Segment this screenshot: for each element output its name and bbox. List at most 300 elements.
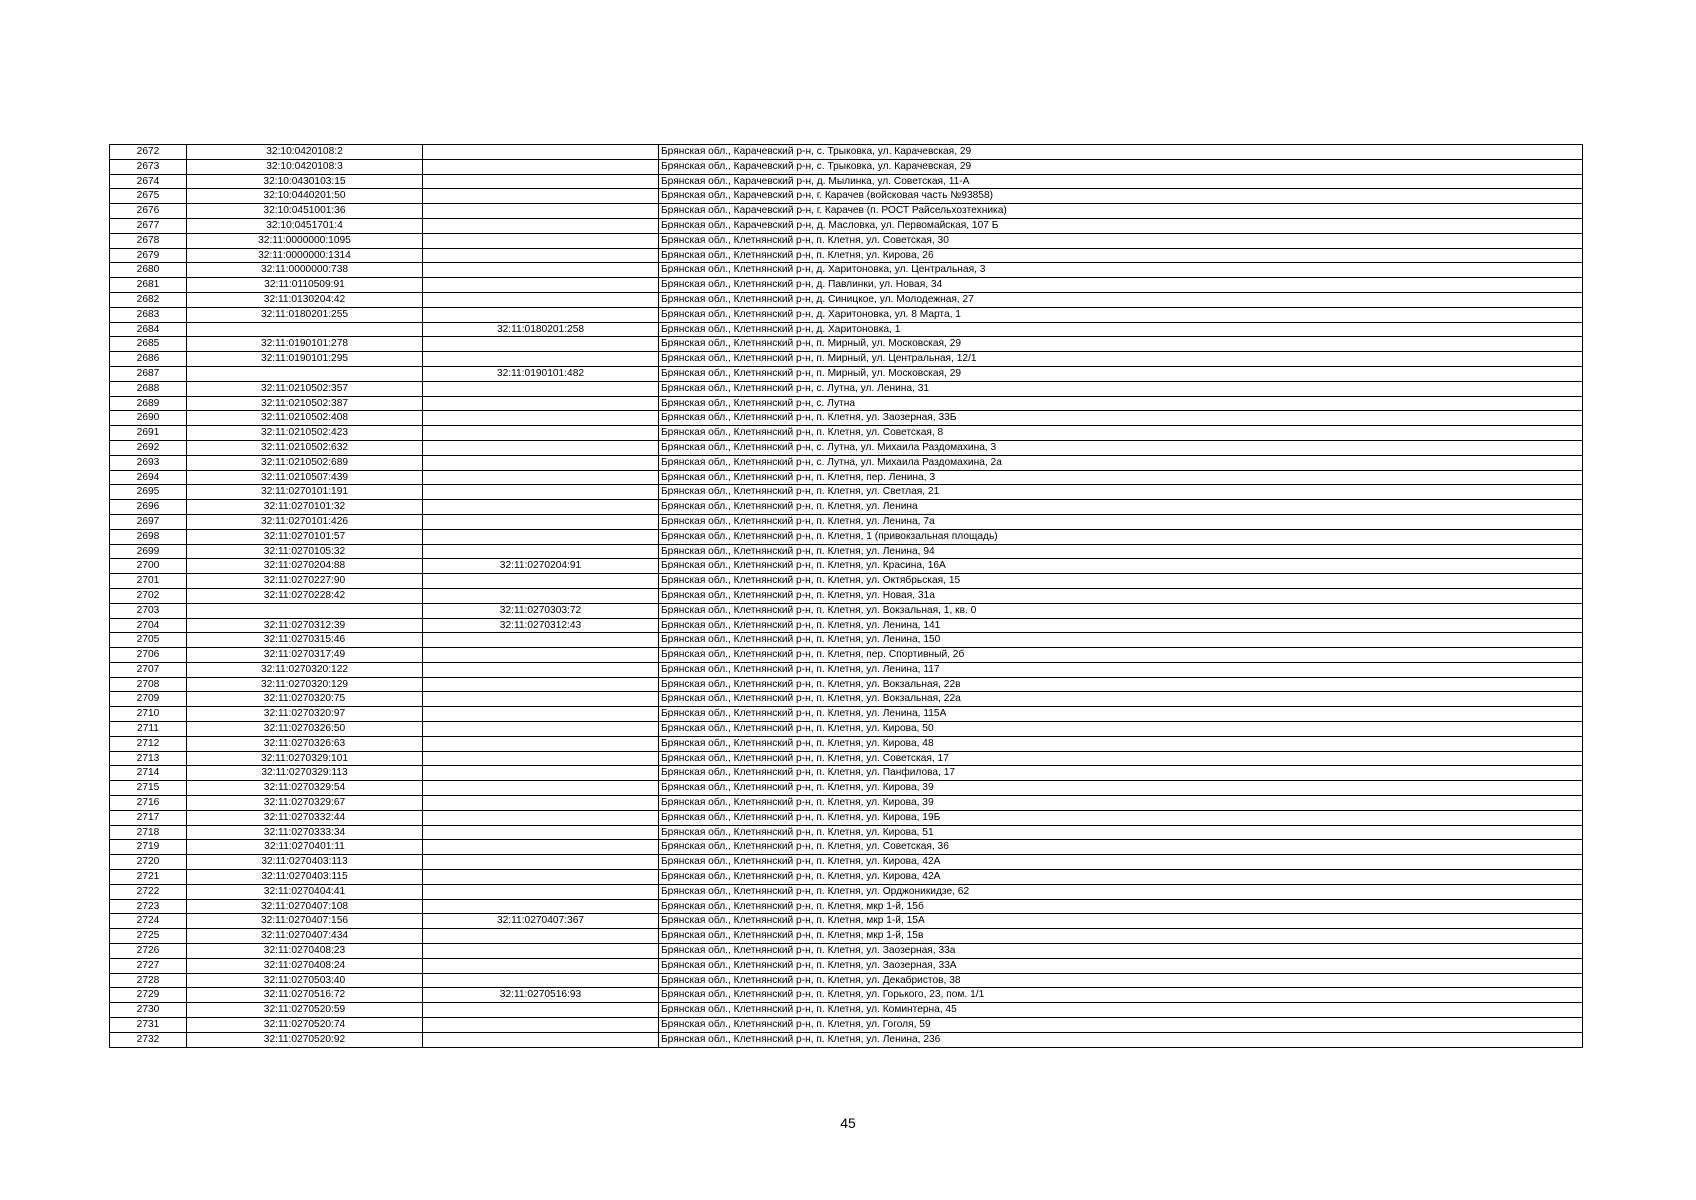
address-cell: Брянская обл., Клетнянский р-н, п. Клетня, мкр 1-й, 15б <box>659 899 1583 914</box>
cadastral-number-cell: 32:11:0210502:357 <box>187 381 423 396</box>
cadastral-number-cell: 32:11:0270101:191 <box>187 485 423 500</box>
address-cell: Брянская обл., Клетнянский р-н, п. Мирный, ул. Центральная, 12/1 <box>659 352 1583 367</box>
address-cell: Брянская обл., Клетнянский р-н, п. Клетня, ул. Заозерная, 33Б <box>659 411 1583 426</box>
cadastral-number-cell: 32:11:0270105:32 <box>187 544 423 559</box>
address-cell: Брянская обл., Клетнянский р-н, п. Клетня, ул. Вокзальная, 22в <box>659 677 1583 692</box>
related-cadastral-number-cell: 32:11:0190101:482 <box>423 366 659 381</box>
table-row <box>110 618 1583 633</box>
table-row <box>110 500 1583 515</box>
cadastral-number-cell: 32:11:0210502:387 <box>187 396 423 411</box>
cadastral-number-cell: 32:11:0270320:75 <box>187 692 423 707</box>
cadastral-number-cell: 32:11:0270326:50 <box>187 722 423 737</box>
address-cell: Брянская обл., Клетнянский р-н, п. Клетня, ул. Советская, 8 <box>659 426 1583 441</box>
cadastral-number-cell: 32:11:0210502:632 <box>187 440 423 455</box>
address-cell: Брянская обл., Клетнянский р-н, п. Клетня, ул. Кирова, 42А <box>659 855 1583 870</box>
cadastral-number-cell: 32:11:0270312:39 <box>187 618 423 633</box>
cadastral-number-cell: 32:11:0270332:44 <box>187 810 423 825</box>
table-row <box>110 204 1583 219</box>
row-number-cell: 2679 <box>110 248 187 263</box>
address-cell: Брянская обл., Клетнянский р-н, п. Клетня, ул. Заозерная, 33А <box>659 958 1583 973</box>
related-cadastral-number-cell <box>423 455 659 470</box>
cadastral-number-cell: 32:11:0270401:11 <box>187 840 423 855</box>
row-number-cell: 2732 <box>110 1032 187 1047</box>
row-number-cell: 2693 <box>110 455 187 470</box>
address-cell: Брянская обл., Клетнянский р-н, п. Клетня, ул. Советская, 30 <box>659 233 1583 248</box>
cadastral-number-cell: 32:11:0270520:59 <box>187 1003 423 1018</box>
table-row <box>110 248 1583 263</box>
related-cadastral-number-cell <box>423 159 659 174</box>
address-cell: Брянская обл., Клетнянский р-н, п. Клетня, ул. Кирова, 26 <box>659 248 1583 263</box>
related-cadastral-number-cell <box>423 736 659 751</box>
row-number-cell: 2725 <box>110 929 187 944</box>
related-cadastral-number-cell <box>423 529 659 544</box>
table-row <box>110 662 1583 677</box>
row-number-cell: 2712 <box>110 736 187 751</box>
cadastral-number-cell: 32:11:0270407:108 <box>187 899 423 914</box>
row-number-cell: 2680 <box>110 263 187 278</box>
address-cell: Брянская обл., Клетнянский р-н, п. Клетня, ул. Светлая, 21 <box>659 485 1583 500</box>
address-cell: Брянская обл., Клетнянский р-н, с. Лутна <box>659 396 1583 411</box>
table-row <box>110 810 1583 825</box>
address-cell: Брянская обл., Клетнянский р-н, п. Клетня, ул. Кирова, 19Б <box>659 810 1583 825</box>
table-row <box>110 766 1583 781</box>
row-number-cell: 2720 <box>110 855 187 870</box>
row-number-cell: 2721 <box>110 870 187 885</box>
table-row <box>110 218 1583 233</box>
row-number-cell: 2677 <box>110 218 187 233</box>
related-cadastral-number-cell <box>423 751 659 766</box>
cadastral-number-cell: 32:11:0270329:67 <box>187 796 423 811</box>
row-number-cell: 2706 <box>110 648 187 663</box>
cadastral-number-cell: 32:11:0270333:34 <box>187 825 423 840</box>
row-number-cell: 2731 <box>110 1018 187 1033</box>
related-cadastral-number-cell <box>423 218 659 233</box>
cadastral-number-cell: 32:11:0270317:49 <box>187 648 423 663</box>
row-number-cell: 2686 <box>110 352 187 367</box>
address-cell: Брянская обл., Клетнянский р-н, п. Клетня, ул. Заозерная, 33а <box>659 944 1583 959</box>
table-row <box>110 633 1583 648</box>
address-cell: Брянская обл., Клетнянский р-н, д. Синицкое, ул. Молодежная, 27 <box>659 292 1583 307</box>
row-number-cell: 2709 <box>110 692 187 707</box>
row-number-cell: 2729 <box>110 988 187 1003</box>
row-number-cell: 2674 <box>110 174 187 189</box>
address-cell: Брянская обл., Клетнянский р-н, п. Клетня, мкр 1-й, 15в <box>659 929 1583 944</box>
address-cell: Брянская обл., Клетнянский р-н, п. Клетня, ул. Ленина, 117 <box>659 662 1583 677</box>
row-number-cell: 2694 <box>110 470 187 485</box>
cadastral-number-cell: 32:11:0270227:90 <box>187 574 423 589</box>
registry-table <box>109 144 1583 1048</box>
table-row <box>110 707 1583 722</box>
related-cadastral-number-cell <box>423 588 659 603</box>
related-cadastral-number-cell <box>423 574 659 589</box>
cadastral-number-cell: 32:11:0180201:255 <box>187 307 423 322</box>
cadastral-number-cell: 32:11:0270204:88 <box>187 559 423 574</box>
row-number-cell: 2730 <box>110 1003 187 1018</box>
row-number-cell: 2697 <box>110 514 187 529</box>
cadastral-number-cell: 32:11:0270407:156 <box>187 914 423 929</box>
row-number-cell: 2700 <box>110 559 187 574</box>
table-row <box>110 159 1583 174</box>
row-number-cell: 2675 <box>110 189 187 204</box>
table-row <box>110 307 1583 322</box>
related-cadastral-number-cell <box>423 899 659 914</box>
row-number-cell: 2722 <box>110 884 187 899</box>
cadastral-number-cell <box>187 366 423 381</box>
cadastral-number-cell: 32:11:0270101:32 <box>187 500 423 515</box>
related-cadastral-number-cell <box>423 278 659 293</box>
row-number-cell: 2696 <box>110 500 187 515</box>
cadastral-number-cell: 32:11:0270408:24 <box>187 958 423 973</box>
related-cadastral-number-cell <box>423 1032 659 1047</box>
address-cell: Брянская обл., Клетнянский р-н, п. Клетня, ул. Октябрьская, 15 <box>659 574 1583 589</box>
row-number-cell: 2708 <box>110 677 187 692</box>
address-cell: Брянская обл., Клетнянский р-н, п. Клетня, ул. Кирова, 39 <box>659 796 1583 811</box>
row-number-cell: 2692 <box>110 440 187 455</box>
row-number-cell: 2690 <box>110 411 187 426</box>
address-cell: Брянская обл., Клетнянский р-н, п. Клетня, пер. Ленина, 3 <box>659 470 1583 485</box>
related-cadastral-number-cell <box>423 544 659 559</box>
table-row <box>110 145 1583 160</box>
page-number: 45 <box>840 1115 856 1131</box>
row-number-cell: 2707 <box>110 662 187 677</box>
cadastral-number-cell: 32:11:0270520:92 <box>187 1032 423 1047</box>
table-row <box>110 929 1583 944</box>
address-cell: Брянская обл., Клетнянский р-н, п. Клетня, ул. Советская, 17 <box>659 751 1583 766</box>
address-cell: Брянская обл., Карачевский р-н, д. Масловка, ул. Первомайская, 107 Б <box>659 218 1583 233</box>
cadastral-number-cell: 32:11:0210502:408 <box>187 411 423 426</box>
row-number-cell: 2716 <box>110 796 187 811</box>
related-cadastral-number-cell <box>423 426 659 441</box>
row-number-cell: 2726 <box>110 944 187 959</box>
related-cadastral-number-cell <box>423 189 659 204</box>
table-row <box>110 514 1583 529</box>
table-row <box>110 352 1583 367</box>
related-cadastral-number-cell <box>423 337 659 352</box>
table-row <box>110 189 1583 204</box>
table-row <box>110 233 1583 248</box>
address-cell: Брянская обл., Клетнянский р-н, п. Клетня, ул. Коминтерна, 45 <box>659 1003 1583 1018</box>
table-row <box>110 899 1583 914</box>
related-cadastral-number-cell: 32:11:0270407:367 <box>423 914 659 929</box>
related-cadastral-number-cell <box>423 440 659 455</box>
related-cadastral-number-cell <box>423 722 659 737</box>
cadastral-number-cell: 32:11:0270407:434 <box>187 929 423 944</box>
related-cadastral-number-cell <box>423 707 659 722</box>
table-row <box>110 263 1583 278</box>
table-row <box>110 440 1583 455</box>
row-number-cell: 2703 <box>110 603 187 618</box>
table-row <box>110 796 1583 811</box>
table-row <box>110 559 1583 574</box>
table-row <box>110 988 1583 1003</box>
row-number-cell: 2714 <box>110 766 187 781</box>
address-cell: Брянская обл., Клетнянский р-н, п. Клетня, ул. Орджоникидзе, 62 <box>659 884 1583 899</box>
cadastral-number-cell: 32:11:0000000:738 <box>187 263 423 278</box>
table-row <box>110 174 1583 189</box>
address-cell: Брянская обл., Клетнянский р-н, п. Мирный, ул. Московская, 29 <box>659 366 1583 381</box>
row-number-cell: 2689 <box>110 396 187 411</box>
cadastral-number-cell: 32:11:0110509:91 <box>187 278 423 293</box>
table-row <box>110 603 1583 618</box>
row-number-cell: 2691 <box>110 426 187 441</box>
address-cell: Брянская обл., Клетнянский р-н, д. Харитоновка, 1 <box>659 322 1583 337</box>
table-row <box>110 574 1583 589</box>
table-row <box>110 411 1583 426</box>
cadastral-number-cell: 32:11:0210502:423 <box>187 426 423 441</box>
row-number-cell: 2683 <box>110 307 187 322</box>
cadastral-number-cell: 32:11:0270320:97 <box>187 707 423 722</box>
address-cell: Брянская обл., Клетнянский р-н, с. Лутна, ул. Михаила Раздомахина, 3 <box>659 440 1583 455</box>
address-cell: Брянская обл., Карачевский р-н, г. Карачев (войсковая часть №93858) <box>659 189 1583 204</box>
address-cell: Брянская обл., Клетнянский р-н, п. Клетня, ул. Кирова, 50 <box>659 722 1583 737</box>
cadastral-number-cell: 32:11:0270520:74 <box>187 1018 423 1033</box>
table-row <box>110 544 1583 559</box>
cadastral-number-cell <box>187 322 423 337</box>
related-cadastral-number-cell <box>423 485 659 500</box>
cadastral-number-cell: 32:11:0000000:1095 <box>187 233 423 248</box>
row-number-cell: 2687 <box>110 366 187 381</box>
row-number-cell: 2684 <box>110 322 187 337</box>
cadastral-number-cell: 32:11:0270320:129 <box>187 677 423 692</box>
related-cadastral-number-cell <box>423 396 659 411</box>
cadastral-number-cell: 32:10:0420108:2 <box>187 145 423 160</box>
address-cell: Брянская обл., Клетнянский р-н, п. Клетня, ул. Красина, 16А <box>659 559 1583 574</box>
address-cell: Брянская обл., Клетнянский р-н, п. Клетня, ул. Новая, 31а <box>659 588 1583 603</box>
table-row <box>110 1032 1583 1047</box>
cadastral-number-cell: 32:11:0270403:115 <box>187 870 423 885</box>
address-cell: Брянская обл., Клетнянский р-н, п. Клетня, ул. Ленина, 94 <box>659 544 1583 559</box>
row-number-cell: 2718 <box>110 825 187 840</box>
cadastral-number-cell: 32:10:0420108:3 <box>187 159 423 174</box>
related-cadastral-number-cell <box>423 840 659 855</box>
related-cadastral-number-cell <box>423 307 659 322</box>
table-row <box>110 396 1583 411</box>
cadastral-number-cell: 32:11:0270326:63 <box>187 736 423 751</box>
cadastral-number-cell: 32:11:0190101:278 <box>187 337 423 352</box>
address-cell: Брянская обл., Клетнянский р-н, п. Клетня, ул. Панфилова, 17 <box>659 766 1583 781</box>
cadastral-number-cell: 32:10:0451001:36 <box>187 204 423 219</box>
cadastral-number-cell: 32:11:0270403:113 <box>187 855 423 870</box>
table-row <box>110 322 1583 337</box>
related-cadastral-number-cell: 32:11:0270516:93 <box>423 988 659 1003</box>
table-row <box>110 677 1583 692</box>
cadastral-number-cell: 32:11:0210502:689 <box>187 455 423 470</box>
row-number-cell: 2682 <box>110 292 187 307</box>
address-cell: Брянская обл., Клетнянский р-н, п. Клетня, ул. Вокзальная, 22а <box>659 692 1583 707</box>
table-row <box>110 337 1583 352</box>
address-cell: Брянская обл., Клетнянский р-н, п. Клетня, ул. Декабристов, 38 <box>659 973 1583 988</box>
related-cadastral-number-cell <box>423 973 659 988</box>
cadastral-number-cell <box>187 603 423 618</box>
table-row <box>110 958 1583 973</box>
address-cell: Брянская обл., Клетнянский р-н, п. Клетня, ул. Кирова, 42А <box>659 870 1583 885</box>
row-number-cell: 2711 <box>110 722 187 737</box>
related-cadastral-number-cell <box>423 662 659 677</box>
address-cell: Брянская обл., Клетнянский р-н, д. Харитоновка, ул. 8 Марта, 1 <box>659 307 1583 322</box>
row-number-cell: 2727 <box>110 958 187 973</box>
cadastral-number-cell: 32:10:0440201:50 <box>187 189 423 204</box>
table-row <box>110 426 1583 441</box>
table-row <box>110 736 1583 751</box>
address-cell: Брянская обл., Клетнянский р-н, п. Клетня, ул. Вокзальная, 1, кв. 0 <box>659 603 1583 618</box>
address-cell: Брянская обл., Клетнянский р-н, п. Клетня, ул. Гоголя, 59 <box>659 1018 1583 1033</box>
table-row <box>110 381 1583 396</box>
cadastral-number-cell: 32:11:0270404:41 <box>187 884 423 899</box>
table-row <box>110 870 1583 885</box>
table-row <box>110 914 1583 929</box>
table-row <box>110 455 1583 470</box>
related-cadastral-number-cell <box>423 825 659 840</box>
related-cadastral-number-cell <box>423 648 659 663</box>
address-cell: Брянская обл., Клетнянский р-н, п. Клетня, ул. Ленина, 236 <box>659 1032 1583 1047</box>
table-row <box>110 722 1583 737</box>
cadastral-number-cell: 32:11:0270329:54 <box>187 781 423 796</box>
related-cadastral-number-cell: 32:11:0270204:91 <box>423 559 659 574</box>
row-number-cell: 2699 <box>110 544 187 559</box>
address-cell: Брянская обл., Клетнянский р-н, п. Клетня, ул. Кирова, 48 <box>659 736 1583 751</box>
row-number-cell: 2681 <box>110 278 187 293</box>
table-row <box>110 751 1583 766</box>
table-row <box>110 588 1583 603</box>
cadastral-number-cell: 32:11:0270315:46 <box>187 633 423 648</box>
row-number-cell: 2704 <box>110 618 187 633</box>
row-number-cell: 2695 <box>110 485 187 500</box>
address-cell: Брянская обл., Клетнянский р-н, п. Клетня, пер. Спортивный, 2б <box>659 648 1583 663</box>
cadastral-number-cell: 32:11:0270329:101 <box>187 751 423 766</box>
address-cell: Брянская обл., Клетнянский р-н, д. Павлинки, ул. Новая, 34 <box>659 278 1583 293</box>
cadastral-number-cell: 32:10:0430103:15 <box>187 174 423 189</box>
row-number-cell: 2717 <box>110 810 187 825</box>
row-number-cell: 2685 <box>110 337 187 352</box>
related-cadastral-number-cell <box>423 174 659 189</box>
related-cadastral-number-cell <box>423 944 659 959</box>
row-number-cell: 2724 <box>110 914 187 929</box>
table-row <box>110 278 1583 293</box>
related-cadastral-number-cell <box>423 263 659 278</box>
related-cadastral-number-cell <box>423 692 659 707</box>
related-cadastral-number-cell <box>423 855 659 870</box>
address-cell: Брянская обл., Клетнянский р-н, п. Мирный, ул. Московская, 29 <box>659 337 1583 352</box>
address-cell: Брянская обл., Клетнянский р-н, п. Клетня, мкр 1-й, 15А <box>659 914 1583 929</box>
cadastral-number-cell: 32:11:0270101:426 <box>187 514 423 529</box>
cadastral-number-cell: 32:11:0270329:113 <box>187 766 423 781</box>
table-row <box>110 840 1583 855</box>
address-cell: Брянская обл., Клетнянский р-н, п. Клетня, ул. Горького, 23, пом. 1/1 <box>659 988 1583 1003</box>
related-cadastral-number-cell: 32:11:0180201:258 <box>423 322 659 337</box>
related-cadastral-number-cell <box>423 352 659 367</box>
related-cadastral-number-cell <box>423 958 659 973</box>
table-row <box>110 1018 1583 1033</box>
address-cell: Брянская обл., Карачевский р-н, с. Трыковка, ул. Карачевская, 29 <box>659 159 1583 174</box>
row-number-cell: 2715 <box>110 781 187 796</box>
table-row <box>110 825 1583 840</box>
address-cell: Брянская обл., Клетнянский р-н, д. Харитоновка, ул. Центральная, 3 <box>659 263 1583 278</box>
related-cadastral-number-cell <box>423 1003 659 1018</box>
table-row <box>110 781 1583 796</box>
table-row <box>110 366 1583 381</box>
cadastral-number-cell: 32:11:0270101:57 <box>187 529 423 544</box>
related-cadastral-number-cell <box>423 870 659 885</box>
row-number-cell: 2688 <box>110 381 187 396</box>
related-cadastral-number-cell <box>423 766 659 781</box>
table-row <box>110 944 1583 959</box>
cadastral-number-cell: 32:11:0270516:72 <box>187 988 423 1003</box>
address-cell: Брянская обл., Клетнянский р-н, п. Клетня, ул. Кирова, 39 <box>659 781 1583 796</box>
cadastral-number-cell: 32:11:0210507:439 <box>187 470 423 485</box>
address-cell: Брянская обл., Клетнянский р-н, п. Клетня, ул. Ленина <box>659 500 1583 515</box>
table-row <box>110 648 1583 663</box>
address-cell: Брянская обл., Клетнянский р-н, п. Клетня, ул. Ленина, 150 <box>659 633 1583 648</box>
cadastral-number-cell: 32:11:0270503:40 <box>187 973 423 988</box>
related-cadastral-number-cell <box>423 470 659 485</box>
cadastral-number-cell: 32:11:0270320:122 <box>187 662 423 677</box>
related-cadastral-number-cell <box>423 233 659 248</box>
table-row <box>110 292 1583 307</box>
related-cadastral-number-cell: 32:11:0270303:72 <box>423 603 659 618</box>
row-number-cell: 2673 <box>110 159 187 174</box>
table-row <box>110 884 1583 899</box>
related-cadastral-number-cell <box>423 796 659 811</box>
address-cell: Брянская обл., Клетнянский р-н, п. Клетня, ул. Ленина, 115А <box>659 707 1583 722</box>
address-cell: Брянская обл., Клетнянский р-н, п. Клетня, 1 (привокзальная площадь) <box>659 529 1583 544</box>
row-number-cell: 2719 <box>110 840 187 855</box>
address-cell: Брянская обл., Карачевский р-н, д. Мылинка, ул. Советская, 11-А <box>659 174 1583 189</box>
row-number-cell: 2728 <box>110 973 187 988</box>
row-number-cell: 2701 <box>110 574 187 589</box>
table-row <box>110 692 1583 707</box>
table-row <box>110 485 1583 500</box>
table-row <box>110 1003 1583 1018</box>
address-cell: Брянская обл., Клетнянский р-н, п. Клетня, ул. Кирова, 51 <box>659 825 1583 840</box>
address-cell: Брянская обл., Карачевский р-н, г. Карачев (п. РОСТ Райсельхозтехника) <box>659 204 1583 219</box>
related-cadastral-number-cell <box>423 500 659 515</box>
related-cadastral-number-cell <box>423 145 659 160</box>
cadastral-number-cell: 32:11:0270408:23 <box>187 944 423 959</box>
table-row <box>110 529 1583 544</box>
row-number-cell: 2705 <box>110 633 187 648</box>
related-cadastral-number-cell <box>423 1018 659 1033</box>
related-cadastral-number-cell <box>423 929 659 944</box>
related-cadastral-number-cell <box>423 381 659 396</box>
row-number-cell: 2702 <box>110 588 187 603</box>
related-cadastral-number-cell <box>423 204 659 219</box>
address-cell: Брянская обл., Карачевский р-н, с. Трыковка, ул. Карачевская, 29 <box>659 145 1583 160</box>
related-cadastral-number-cell <box>423 292 659 307</box>
related-cadastral-number-cell <box>423 633 659 648</box>
related-cadastral-number-cell <box>423 248 659 263</box>
address-cell: Брянская обл., Клетнянский р-н, с. Лутна, ул. Ленина, 31 <box>659 381 1583 396</box>
row-number-cell: 2723 <box>110 899 187 914</box>
related-cadastral-number-cell <box>423 677 659 692</box>
cadastral-number-cell: 32:11:0270228:42 <box>187 588 423 603</box>
related-cadastral-number-cell: 32:11:0270312:43 <box>423 618 659 633</box>
row-number-cell: 2713 <box>110 751 187 766</box>
registry-table-body <box>110 145 1583 1048</box>
address-cell: Брянская обл., Клетнянский р-н, п. Клетня, ул. Советская, 36 <box>659 840 1583 855</box>
table-row <box>110 470 1583 485</box>
address-cell: Брянская обл., Клетнянский р-н, п. Клетня, ул. Ленина, 7а <box>659 514 1583 529</box>
related-cadastral-number-cell <box>423 781 659 796</box>
row-number-cell: 2678 <box>110 233 187 248</box>
related-cadastral-number-cell <box>423 810 659 825</box>
row-number-cell: 2676 <box>110 204 187 219</box>
related-cadastral-number-cell <box>423 411 659 426</box>
row-number-cell: 2672 <box>110 145 187 160</box>
cadastral-number-cell: 32:11:0130204:42 <box>187 292 423 307</box>
cadastral-number-cell: 32:11:0190101:295 <box>187 352 423 367</box>
related-cadastral-number-cell <box>423 514 659 529</box>
related-cadastral-number-cell <box>423 884 659 899</box>
